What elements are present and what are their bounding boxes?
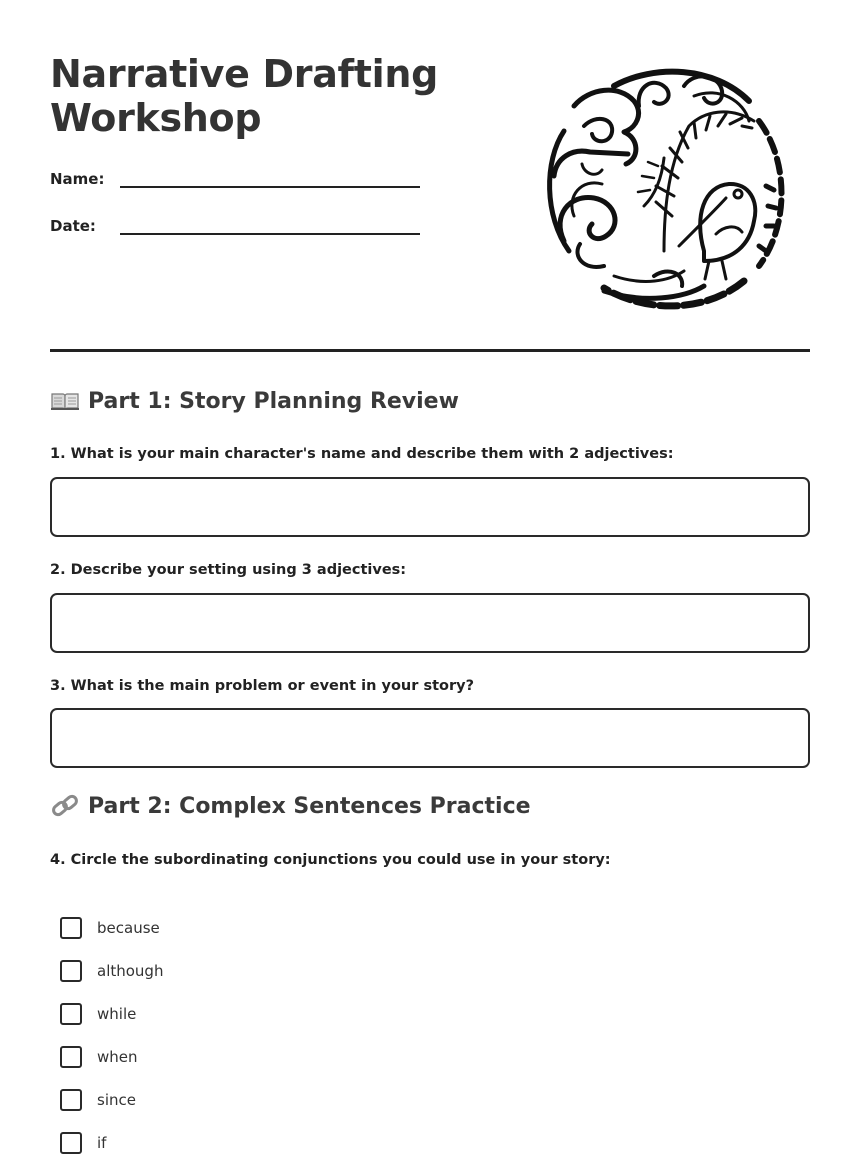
option-when[interactable]: [60, 1042, 138, 1072]
header-divider: [50, 349, 810, 352]
checkbox[interactable]: [60, 1132, 82, 1154]
part2-heading: [50, 793, 531, 819]
option-if[interactable]: [60, 1128, 106, 1158]
question-4: 4. Circle the subordinating conjunctions you could use in your story:: [50, 852, 611, 868]
part1-heading: [50, 388, 459, 414]
title-line-2: Workshop: [50, 96, 262, 140]
question-3: 3. What is the main problem or event in your story?: [50, 678, 474, 694]
option-since[interactable]: [60, 1085, 136, 1115]
option-label: when: [97, 1048, 138, 1066]
answer-box-3[interactable]: [50, 708, 810, 768]
open-book-icon: [50, 388, 80, 414]
checkbox[interactable]: [60, 1003, 82, 1025]
name-field-row: [50, 166, 420, 188]
name-input[interactable]: [120, 166, 420, 188]
link-icon: [50, 793, 80, 819]
part1-title: Part 1: Story Planning Review: [88, 388, 459, 414]
question-1: 1. What is your main character's name and describe them with 2 adjectives:: [50, 446, 674, 462]
date-input[interactable]: [120, 213, 420, 235]
name-label: Name:: [50, 170, 105, 188]
option-label: if: [97, 1134, 107, 1152]
date-label: Date:: [50, 217, 96, 235]
option-label: while: [97, 1005, 137, 1023]
question-2: 2. Describe your setting using 3 adjectives:: [50, 562, 407, 578]
title-line-1: Narrative Drafting: [50, 52, 439, 96]
maori-kiwi-fern-emblem-icon: [544, 66, 792, 312]
worksheet-page: [50, 0, 810, 1161]
answer-box-1[interactable]: [50, 477, 810, 537]
checkbox[interactable]: [60, 1089, 82, 1111]
checkbox[interactable]: [60, 1046, 82, 1068]
checkbox[interactable]: [60, 917, 82, 939]
answer-box-2[interactable]: [50, 593, 810, 653]
checkbox[interactable]: [60, 960, 82, 982]
option-label: although: [97, 962, 164, 980]
part2-title: Part 2: Complex Sentences Practice: [88, 793, 531, 819]
option-label: because: [97, 919, 160, 937]
option-while[interactable]: [60, 999, 136, 1029]
worksheet-title: [50, 52, 438, 140]
option-although[interactable]: [60, 956, 163, 986]
option-label: since: [97, 1091, 136, 1109]
date-field-row: [50, 213, 420, 235]
option-because[interactable]: [60, 913, 160, 943]
